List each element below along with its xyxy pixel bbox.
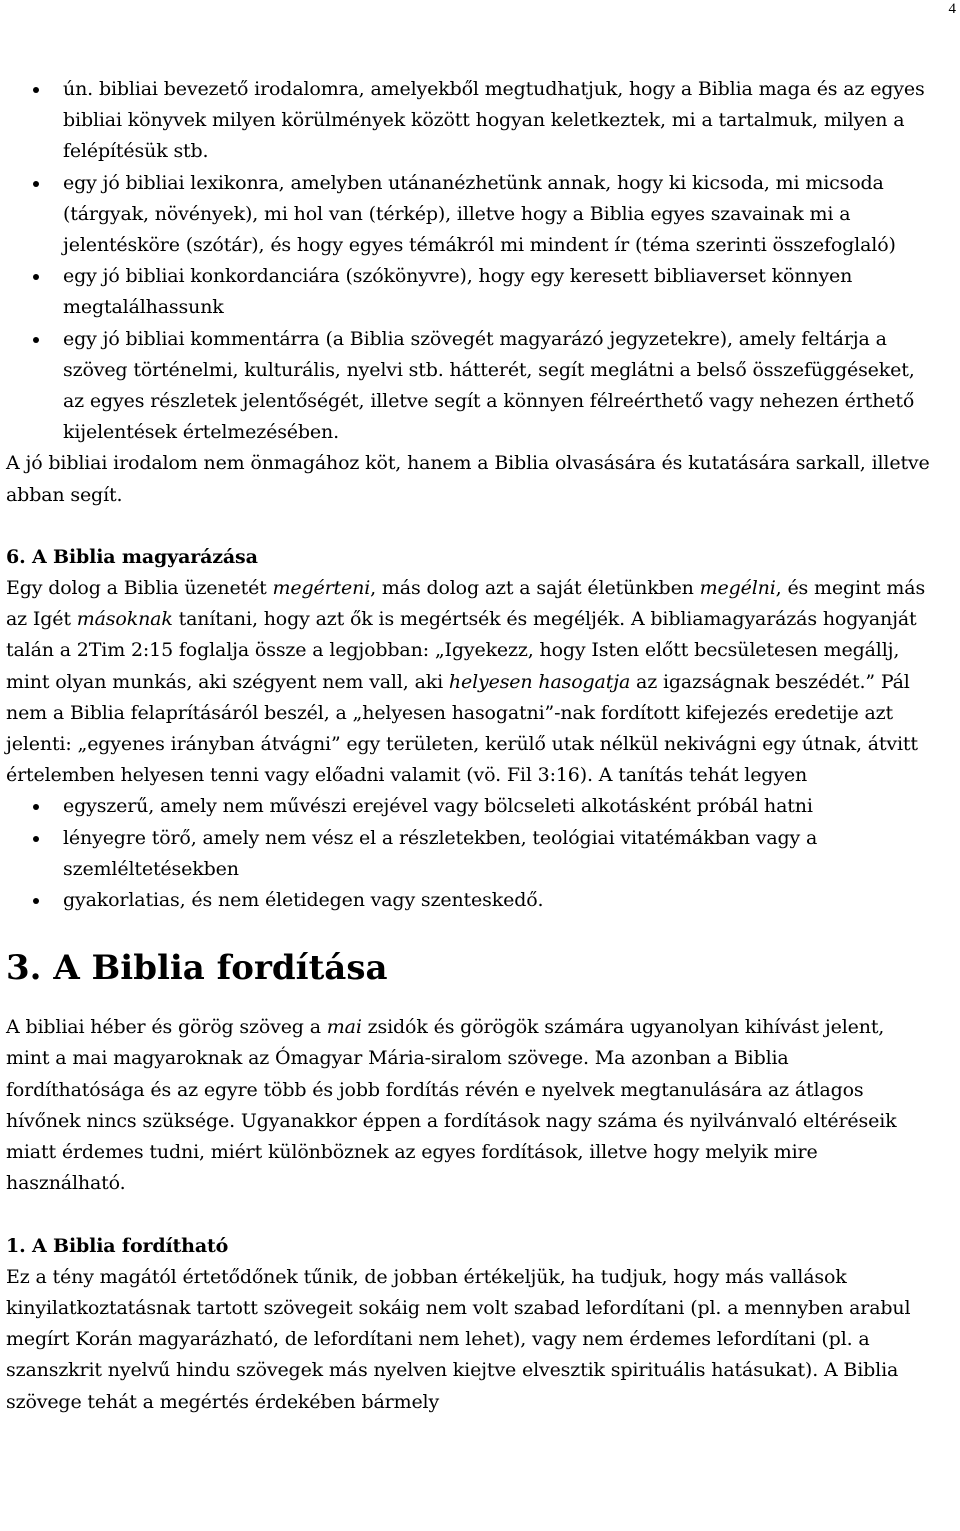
list-item: egy jó bibliai kommentárra (a Biblia szövegét magyarázó jegyzetekre), amely feltárja a szöveg történelmi, kulturális, nyelvi stb. hátterét, segít meglátni a belső összefüggéseket, az egyes részletek jelentőségét, illetve segít a könnyen félreérthető vagy nehezen érthető kijelentések értelmezésében. <box>6 324 930 449</box>
emphasis-rightly-divide: helyesen hasogatja <box>448 670 631 693</box>
list-item: egyszerű, amely nem művészi erejével vagy bölcseleti alkotásként próbál hatni <box>6 791 930 822</box>
emphasis-today: mai <box>326 1016 362 1039</box>
text-run: Egy dolog a Biblia üzenetét <box>6 577 273 600</box>
page-number: 4 <box>948 1 956 17</box>
text-run: A bibliai héber és görög szöveg a <box>6 1016 327 1039</box>
summary-paragraph: A jó bibliai irodalom nem önmagához köt, hanem a Biblia olvasására és kutatására sarkall, illetve abban segít. <box>6 452 930 506</box>
text-run: az igazságnak beszédét.” Pál nem a Biblia felaprításáról beszél, a „helyesen hasogatni”-nak fordított kifejezés eredetije azt jelenti: „egyenes irányban átvágni” egy területen, kerülő utak nélkül nekivágni egy útnak, átvitt értelemben helyesen tenni vagy előadni valamit (vö. Fil 3:16). A tanítás tehát legyen <box>6 670 918 787</box>
section-heading-translatable: 1. A Biblia fordítható <box>6 1234 229 1257</box>
text-run: , és megint más az Igét <box>6 577 926 631</box>
list-item: gyakorlatias, és nem életidegen vagy szenteskedő. <box>6 885 930 916</box>
list-item: egy jó bibliai lexikonra, amelyben utánanézhetünk annak, hogy ki kicsoda, mi micsoda (tárgyak, növények), mi hol van (térkép), illetve hogy a Biblia egyes szavainak mi a jelentésköre (szótár), és hogy egyes témákról mi mindent ír (téma szerinti összefoglaló) <box>6 168 930 262</box>
document-body <box>6 74 930 1418</box>
teaching-list <box>6 791 930 916</box>
emphasis-others: másoknak <box>76 608 173 631</box>
list-item: ún. bibliai bevezető irodalomra, amelyekből megtudhatjuk, hogy a Biblia maga és az egyes bibliai könyvek milyen körülmények között hogyan keletkeztek, mi a tartalmuk, milyen a felépítésük stb. <box>6 74 930 168</box>
list-item: egy jó bibliai konkordanciára (szókönyvre), hogy egy keresett bibliaverset könnyen megtalálhassunk <box>6 261 930 323</box>
chapter-heading-translation: 3. A Biblia fordítása <box>6 948 388 989</box>
literature-list <box>6 74 930 448</box>
translation-paragraph <box>6 1012 930 1199</box>
list-item: lényegre törő, amely nem vész el a részletekben, teológiai vitatémákban vagy a szemléltetésekben <box>6 823 930 885</box>
translatable-paragraph: Ez a tény magától értetődőnek tűnik, de jobban értékeljük, ha tudjuk, hogy más vallások kinyilatkoztatásnak tartott szövegeit sokáig nem volt szabad lefordítani (pl. a mennyben arabul megírt Korán magyarázható, de lefordítani nem lehet), vagy nem érdemes lefordítani (pl. a szanszkrit nyelvű hindu szövegek más nyelven kiejtve elvesztik spirituális hatásukat). A Biblia szövege tehát a megértés érdekében bármely <box>6 1265 911 1413</box>
text-run: zsidók és görögök számára ugyanolyan kihívást jelent, mint a mai magyaroknak az Ómagyar Mária-siralom szövege. Ma azonban a Biblia fordíthatósága és az egyre több és jobb fordítás révén e nyelvek megtanulására az átlagos hívőnek nincs szüksége. Ugyanakkor éppen a fordítások nagy száma és nyilvánvaló eltéréseik miatt érdemes tudni, miért különböznek az egyes fordítások, illetve hogy melyik mire használható. <box>6 1016 897 1195</box>
emphasis-understand: megérteni <box>272 577 371 600</box>
interpretation-paragraph <box>6 573 930 791</box>
section-heading-interpretation: 6. A Biblia magyarázása <box>6 545 258 568</box>
text-run: tanítani, hogy azt ők is megértsék és megéljék. A bibliamagyarázás hogyanját talán a 2Tim 2:15 foglalja össze a legjobban: „Igyekezz, hogy Isten előtt becsületesen megállj, mint olyan munkás, aki szégyent nem vall, aki <box>6 608 917 693</box>
emphasis-live: megélni <box>699 577 776 600</box>
text-run: , más dolog azt a saját életünkben <box>370 577 700 600</box>
